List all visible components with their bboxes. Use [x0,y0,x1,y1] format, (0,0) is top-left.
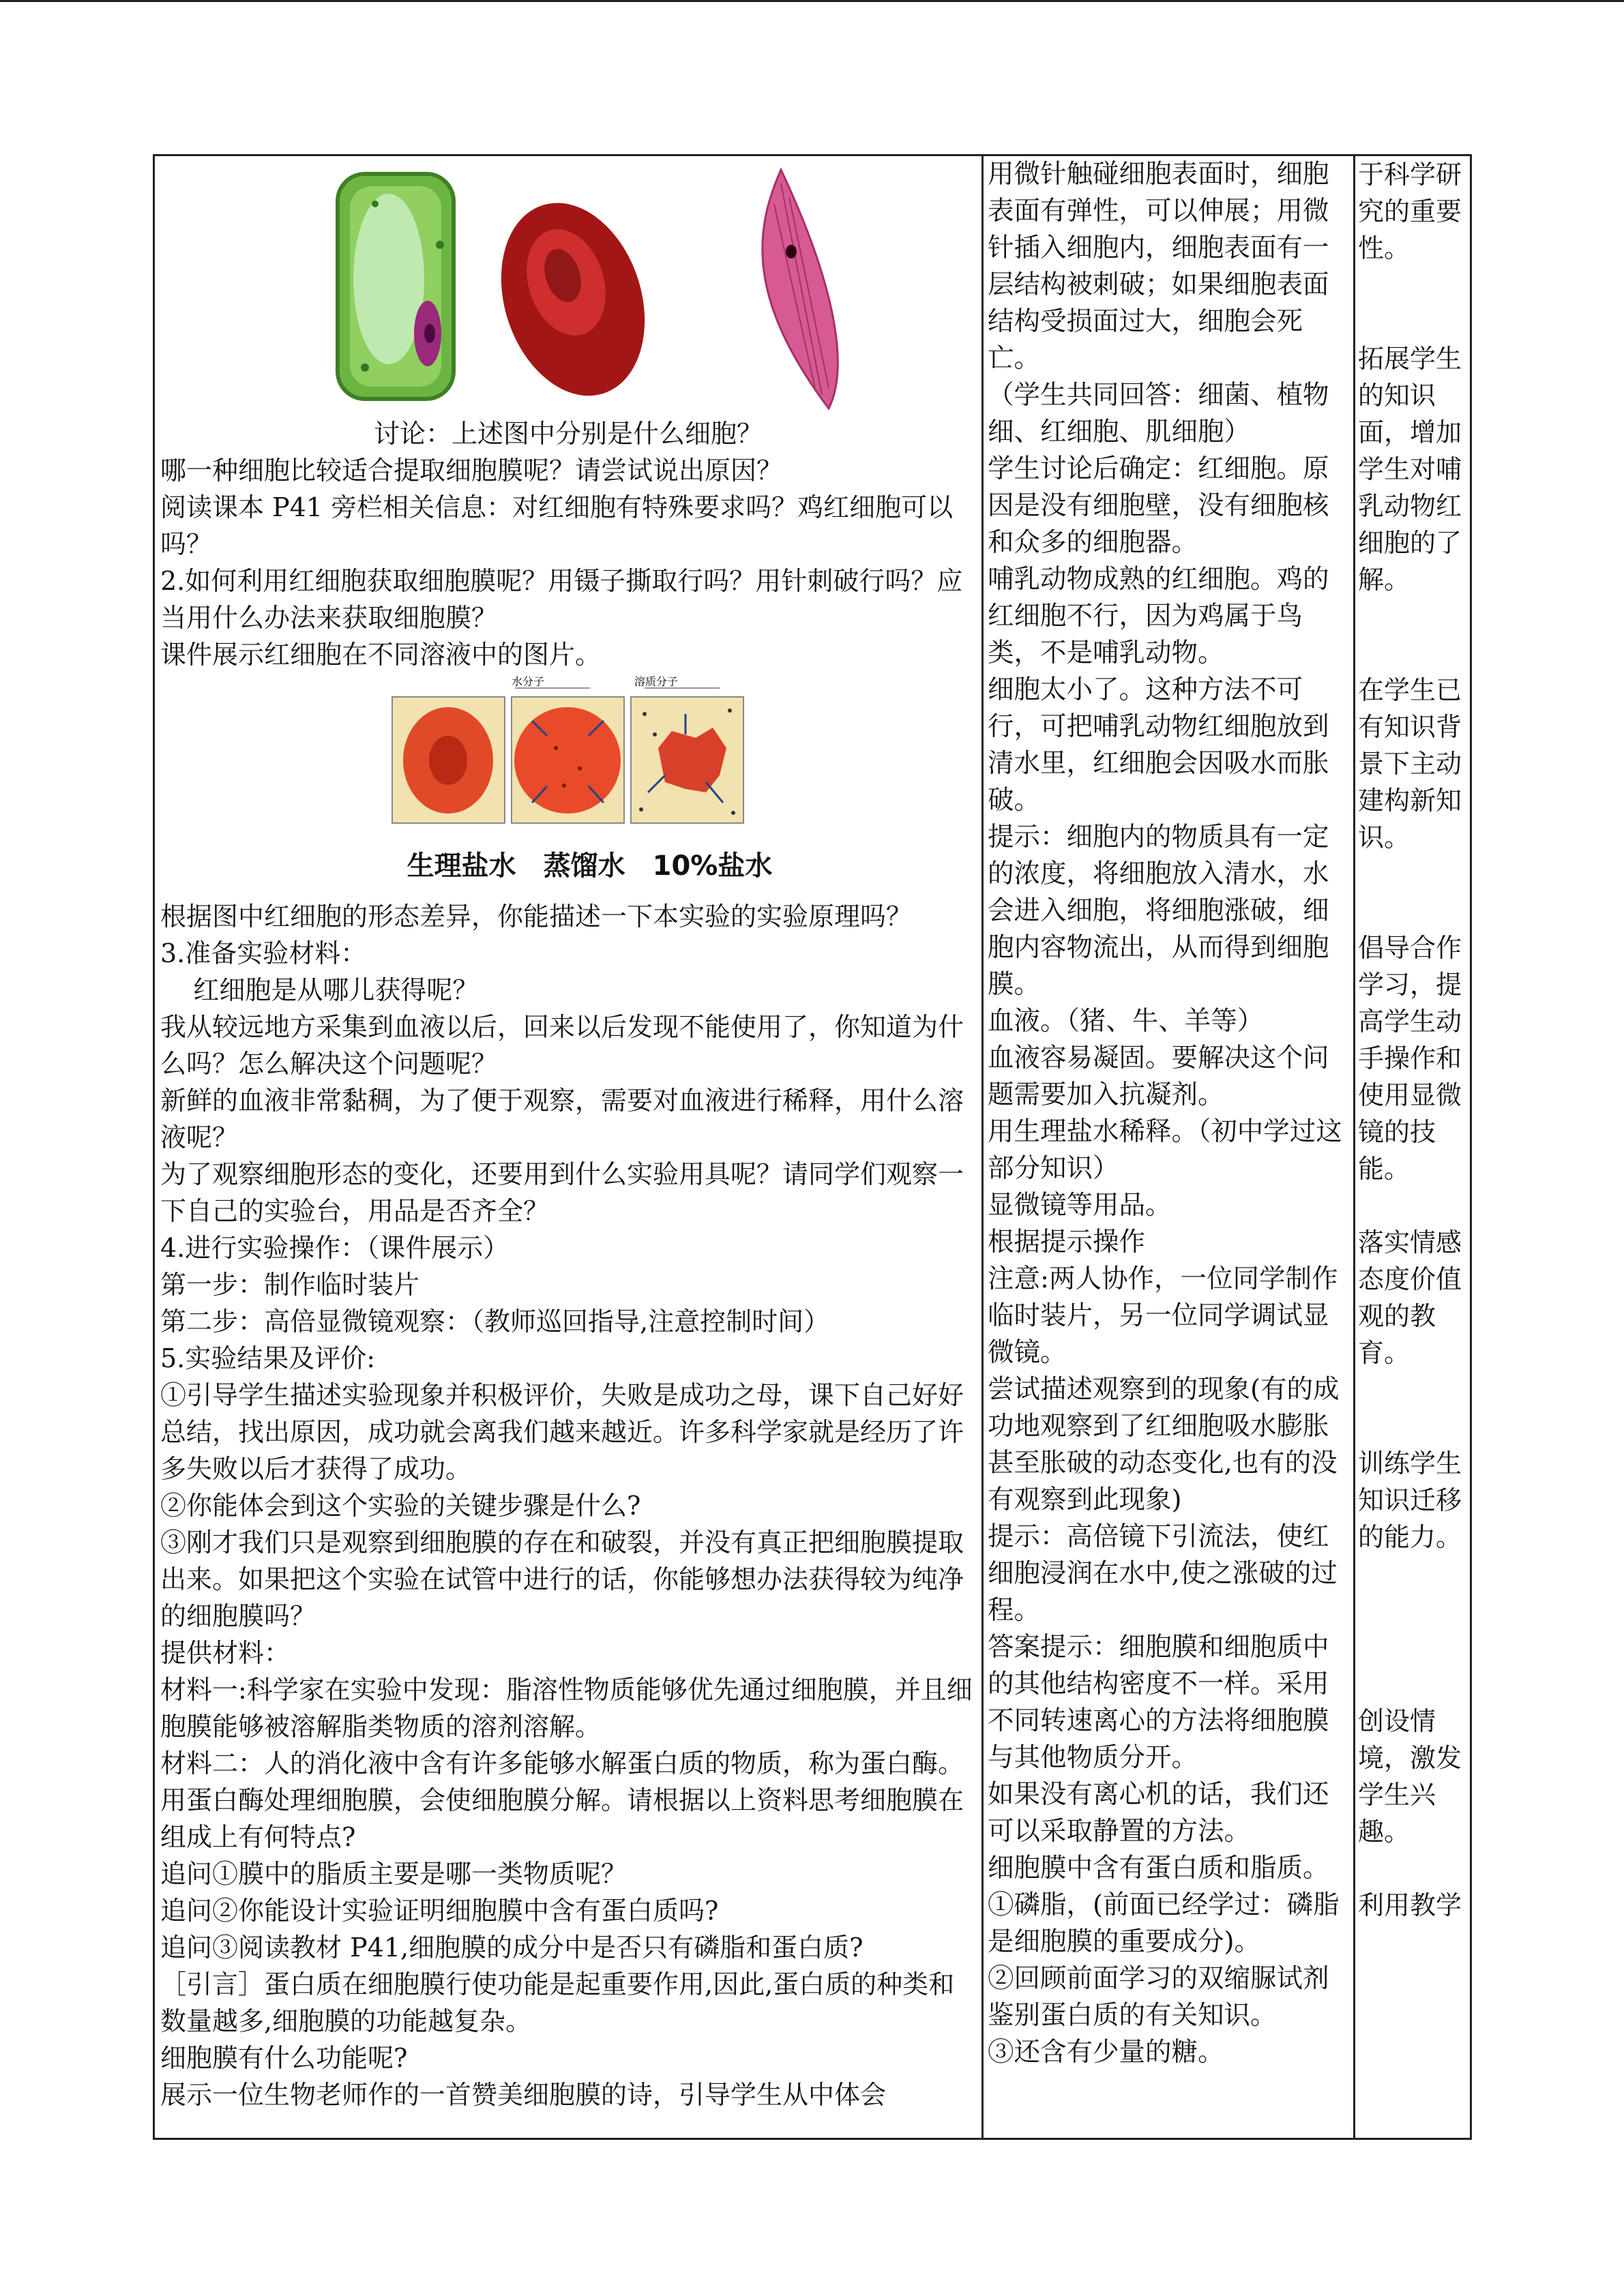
page-top-border [0,0,1624,2]
caption-saline: 生理盐水 [407,850,516,882]
text-line: 4.进行实验操作：（课件展示） [160,1233,510,1263]
text-line: 2.如何利用红细胞获取细胞膜呢？用镊子撕取行吗？用针刺破行吗？应当用什么办法来获取细胞膜？ [160,566,963,633]
muscle-cell-image [762,170,837,408]
text-line: ①引导学生描述实验现象并积极评价，失败是成功之母，课下自己好好总结，找出原因，成功就会离我们越来越近。许多科学家就是经历了许多失败以后才获得了成功。 [160,1380,964,1484]
text-line: 血液。（猪、牛、羊等） [988,1006,1264,1037]
text-line: 血液容易凝固。要解决这个问题需要加入抗凝剂。 [988,1043,1329,1110]
cell-types-illustration [235,163,904,415]
rbc-solution-figure [160,673,978,898]
text-line: ①磷脂，(前面已经学过：磷脂是细胞膜的重要成分)。 [988,1890,1340,1957]
text-line: 显微镜等用品。 [988,1190,1172,1221]
text-line: 哪一种细胞比较适合提取细胞膜呢？请尝试说出原因？ [160,456,783,486]
text-line: 提示：高倍镜下引流法，使红细胞浸润在水中,使之涨破的过程。 [988,1521,1338,1626]
caption-10pct-saline: 10%盐水 [652,850,773,882]
lesson-table [153,154,1472,2140]
text-line: 材料一:科学家在实验中发现：脂溶性物质能够优先通过细胞膜，并且细胞膜能够被溶解脂类物质的溶剂溶解。 [160,1675,973,1742]
text-line: ③还含有少量的糖。 [988,2037,1224,2068]
text-line: 3.准备实验材料： [160,938,367,968]
red-blood-cell-image [477,184,668,415]
text-line: （学生共同回答：细菌、植物细、红细胞、肌细胞） [988,380,1329,447]
text-line: 第二步：高倍显微镜观察：（教师巡回指导,注意控制时间） [160,1307,830,1337]
text-line: 细胞膜有什么功能呢? [160,2043,408,2073]
solution-captions [407,850,773,882]
text-line: 我从较远地方采集到血液以后，回来以后发现不能使用了，你知道为什么吗？怎么解决这个问题呢？ [160,1012,964,1079]
discussion-question: 讨论：上述图中分别是什么细胞？ [373,419,763,449]
intent-block: 于科学研究的重要性。 [1358,160,1462,263]
intent-block: 创设情境，激发学生兴趣。 [1358,1706,1462,1847]
text-line: 根据图中红细胞的形态差异，你能描述一下本实验的实验原理吗？ [160,901,913,931]
cell-types-figure [160,156,978,415]
plant-cell-image [338,174,454,399]
text-line: 如果没有离心机的话，我们还可以采取静置的方法。 [988,1779,1329,1847]
intent-block: 利用教学 [1358,1890,1462,1920]
hypertonic-saline-panel [631,697,743,823]
caption-distilled-water: 蒸馏水 [543,850,625,882]
text-line: 5.实验结果及评价: [160,1343,376,1373]
distilled-water-panel [512,697,624,823]
text-line: ［引言］蛋白质在细胞膜行使功能是起重要作用,因此,蛋白质的种类和数量越多,细胞膜的功能越复杂。 [160,1969,955,2036]
student-activity-column [984,156,1355,2138]
text-line: 学生讨论后确定：红细胞。原因是没有细胞壁，没有细胞核和众多的细胞器。 [988,453,1329,558]
text-line: ②回顾前面学习的双缩脲试剂鉴别蛋白质的有关知识。 [988,1963,1329,2031]
saline-panel [392,697,505,823]
teacher-activity-column [155,156,984,2138]
text-line: 材料二：人的消化液中含有许多能够水解蛋白质的物质，称为蛋白酶。用蛋白酶处理细胞膜，会使细胞膜分解。请根据以上资料思考细胞膜在组成上有何特点? [160,1748,964,1852]
text-line: 用生理盐水稀释。（初中学过这部分知识） [988,1116,1342,1184]
text-line: 注意:两人协作，一位同学制作临时装片，另一位同学调试显微镜。 [988,1264,1338,1368]
text-line: 提供材料： [160,1638,291,1668]
solute-molecule-label: 溶质分子 [634,675,678,688]
text-line: 尝试描述观察到的现象(有的成功地观察到了红细胞吸水膨胀甚至胀破的动态变化,也有的没有观察到此现象) [988,1374,1340,1515]
text-line: ②你能体会到这个实验的关键步骤是什么? [160,1491,641,1521]
intent-block: 拓展学生的知识面，增加学生对哺乳动物红细胞的了解。 [1358,344,1462,595]
text-line: ③刚才我们只是观察到细胞膜的存在和破裂，并没有真正把细胞膜提取出来。如果把这个实验在试管中进行的话，你能够想办法获得较为纯净的细胞膜吗？ [160,1527,964,1631]
text-line: 用微针触碰细胞表面时，细胞表面有弹性，可以伸展；用微针插入细胞内，细胞表面有一层结构被刺破；如果细胞表面结构受损面过大，细胞会死亡。 [988,159,1329,374]
text-line: 提示：细胞内的物质具有一定的浓度，将细胞放入清水，水会进入细胞，将细胞涨破，细胞内容物流出，从而得到细胞膜。 [988,822,1329,1000]
text-line: 新鲜的血液非常黏稠，为了便于观察，需要对血液进行稀释，用什么溶液呢？ [160,1086,964,1152]
design-intent-column [1355,156,1470,2138]
text-line: 展示一位生物老师作的一首赞美细胞膜的诗，引导学生从中体会 [160,2080,887,2110]
text-line: 细胞太小了。这种方法不可行，可把哺乳动物红细胞放到清水里，红细胞会因吸水而胀破。 [988,674,1329,816]
text-line: 课件展示红细胞在不同溶液中的图片。 [160,640,602,670]
intent-block: 倡导合作学习，提高学生动手操作和使用显微镜的技能。 [1358,933,1462,1184]
rbc-solutions-illustration [385,673,754,850]
intent-block: 落实情感态度价值观的教育。 [1358,1227,1462,1368]
intent-block: 训练学生知识迁移的能力。 [1358,1448,1462,1552]
text-line: 追问①膜中的脂质主要是哪一类物质呢？ [160,1859,628,1889]
text-line: 细胞膜中含有蛋白质和脂质。 [988,1853,1329,1883]
text-line: 为了观察细胞形态的变化，还要用到什么实验用具呢？请同学们观察一下自己的实验台，用品是否齐全？ [160,1159,964,1226]
text-line: 追问③阅读教材 P41,细胞膜的成分中是否只有磷脂和蛋白质? [160,1933,863,1963]
text-line: 根据提示操作 [988,1227,1146,1257]
text-line: 红细胞是从哪儿获得呢？ [160,975,479,1005]
text-line: 第一步：制作临时装片 [160,1270,420,1300]
text-line: 答案提示：细胞膜和细胞质中的其他结构密度不一样。采用不同转速离心的方法将细胞膜与其他物质分开。 [988,1632,1329,1773]
text-line: 哺乳动物成熟的红细胞。鸡的红细胞不行，因为鸡属于鸟类，不是哺乳动物。 [988,564,1329,668]
intent-block: 在学生已有知识背景下主动建构新知识。 [1358,675,1462,852]
water-molecule-label: 水分子 [511,675,544,688]
text-line: 阅读课本 P41 旁栏相关信息：对红细胞有特殊要求吗？鸡红细胞可以吗？ [160,492,954,559]
text-line: 追问②你能设计实验证明细胞膜中含有蛋白质吗? [160,1896,719,1926]
